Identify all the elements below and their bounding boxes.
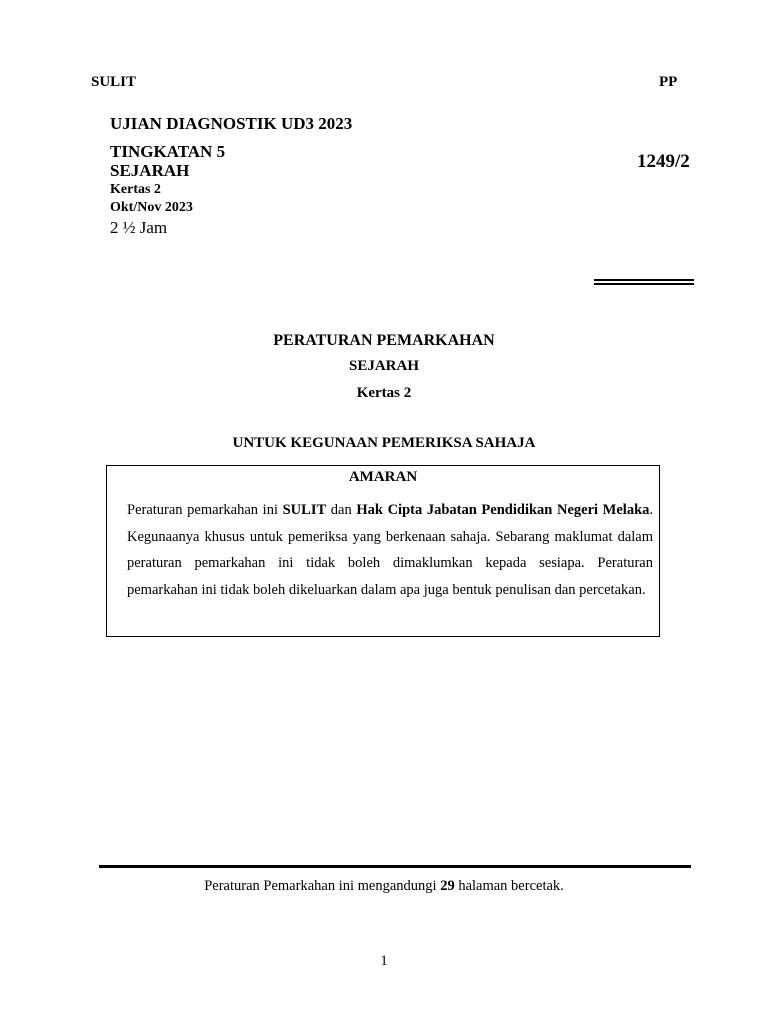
header-classification: SULIT bbox=[91, 74, 137, 90]
warning-box bbox=[106, 465, 660, 637]
page-count-text: halaman bercetak. bbox=[454, 878, 564, 894]
footer-rule bbox=[99, 865, 691, 868]
page-count-text: Peraturan Pemarkahan ini mengandungi bbox=[204, 878, 441, 894]
scheme-title: PERATURAN PEMARKAHAN bbox=[273, 332, 495, 349]
page-number: 1 bbox=[380, 953, 388, 969]
scheme-paper: Kertas 2 bbox=[356, 385, 412, 401]
warning-bold-sulit: SULIT bbox=[282, 502, 327, 518]
page-count-note bbox=[0, 878, 768, 895]
scheme-subject: SEJARAH bbox=[348, 358, 419, 374]
warning-text-part: dan bbox=[326, 502, 357, 518]
exam-paper: Kertas 2 bbox=[110, 182, 161, 197]
warning-text bbox=[127, 497, 653, 603]
warning-text-part: . Kegunaanya khusus untuk pemeriksa yang berkenaan sahaja. Sebarang maklumat dalam peraturan pemarkahan ini tidak boleh dimaklumkan kepada sesiapa. Peraturan pemarkahan ini tidak boleh dikeluarkan dalam apa juga bentuk penulisan dan percetakan. bbox=[127, 502, 654, 598]
paper-code: 1249/2 bbox=[637, 151, 690, 172]
warning-text-part: Peraturan pemarkahan ini bbox=[127, 502, 283, 518]
form-level: TINGKATAN 5 bbox=[110, 142, 226, 161]
exam-subject: SEJARAH bbox=[110, 161, 190, 180]
examiner-only-notice: UNTUK KEGUNAAN PEMERIKSA SAHAJA bbox=[232, 435, 536, 451]
exam-session: Okt/Nov 2023 bbox=[110, 200, 193, 215]
header-code: PP bbox=[659, 74, 678, 90]
exam-duration: 2 ½ Jam bbox=[110, 218, 168, 237]
exam-title: UJIAN DIAGNOSTIK UD3 2023 bbox=[110, 114, 353, 133]
warning-title: AMARAN bbox=[348, 469, 418, 485]
double-rule-divider bbox=[594, 279, 694, 286]
page-count-value: 29 bbox=[440, 878, 455, 894]
warning-bold-copyright: Hak Cipta Jabatan Pendidikan Negeri Melaka bbox=[356, 502, 650, 518]
